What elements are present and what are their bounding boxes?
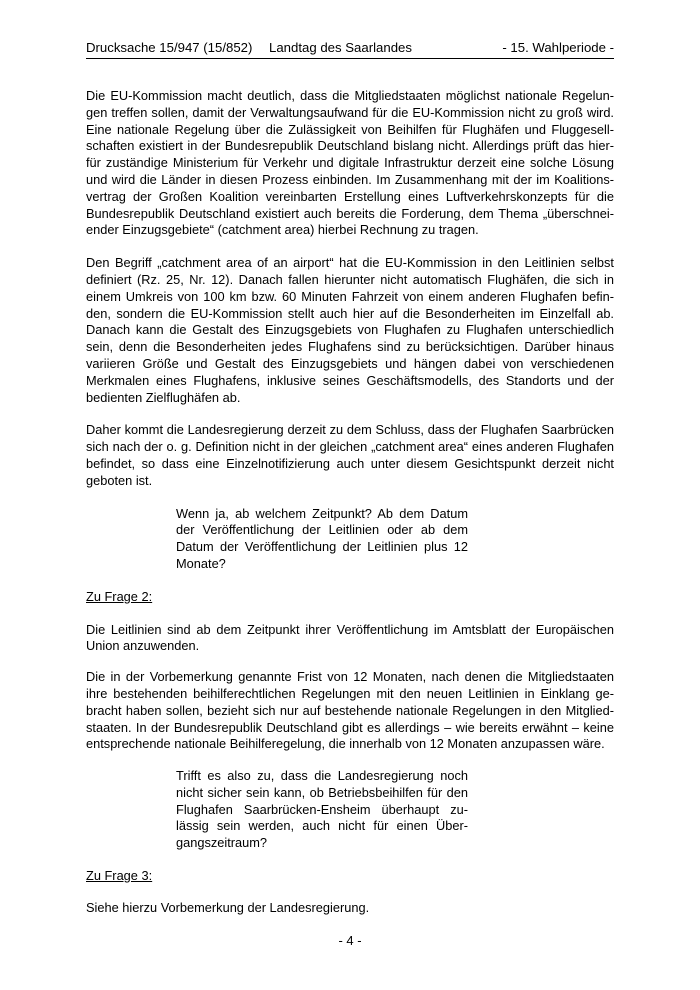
legislative-period: - 15. Wahlperiode - [502,40,614,55]
question-quote-1: Wenn ja, ab welchem Zeitpunkt? Ab dem Datum der Veröffentlichung der Leitlinien oder ab dem Datum der Veröffentlichung der Leitlinien plus 12 Monate? [176,505,468,571]
paragraph-answer-3: Siehe hierzu Vorbemerkung der Landesregierung. [86,899,370,915]
question-quote-2: Trifft es also zu, dass die Landesregierung noch nicht sicher sein kann, ob Betriebsbeihilfen für den Flughafen Saarbrücken-Ensheim überhaupt zulässig sein werden, auch nicht für einen Übergangszeitraum? [176,768,468,851]
paragraph-eu-commission: Die EU-Kommission macht deutlich, dass die Mitgliedstaaten möglichst nationale Regelungen treffen sollen, damit der Verwaltungsaufwand für die EU-Kommission nicht zu groß wird. Eine nationale Regelung über die Zulässigkeit von Beihilfen für Flughäfen und Fluggesellschaften existiert in der Bundesrepublik Deutschland bislang nicht. Allerdings prüft das hierfür zuständige Ministerium für Verkehr und digitale Infrastruktur derzeit eine solche Lösung und wird die Länder in diesen Prozess einbinden. Im Zusammenhang mit der im Koalitionsvertrag der Großen Koalition vereinbarten Erstellung eines Luftverkehrskonzepts für die Bundesrepublik Deutschland existiert auch bereits die Forderung, dem Thema „überschneiender Einzugsgebiete“ (catchment area) hierbei Rechnung zu tragen. [86,88,614,238]
heading-question-2: Zu Frage 2: [86,588,153,604]
paragraph-catchment-area: Den Begriff „catchment area of an airport“ hat die EU-Kommission in den Leitlinien selbst definiert (Rz. 25, Nr. 12). Danach fallen hierunter nicht automatisch Flughäfen, die sich in einem Umkreis von 100 km bzw. 60 Minuten Fahrzeit von einem anderen Flughafen befinden, sondern die EU-Kommission stellt auch hier auf die Besonderheiten im Einzelfall ab. Danach kann die Gestalt des Einzugsgebiets von Flughafen zu Flughafen unterschiedlich sein, denn die Besonderheiten jedes Flughafens sind zu berücksichtigen. Darüber hinaus variieren Größe und Gestalt des Einzugsgebiets und hängen dabei von verschiedenen Merkmalen eines Flughafens, inklusive seines Geschäftsmodells, des Standorts und der bedienten Zielflughäfen ab. [86,255,614,405]
paragraph-conclusion: Daher kommt die Landesregierung derzeit zu dem Schluss, dass der Flughafen Saarbrücken sich nach der o. g. Definition nicht in der gleichen „catchment area“ eines anderen Flughafen befindet, so dass eine Einzelnotifizierung auch unter diesem Gesichtspunkt derzeit nicht geboten ist. [86,422,614,488]
document-number: Drucksache 15/947 (15/852) [86,40,253,55]
page-number: - 4 - [338,933,362,948]
paragraph-answer-2b: Die in der Vorbemerkung genannte Frist von 12 Monaten, nach denen die Mitgliedstaaten ihre bestehenden beihilferechtlichen Regelungen mit den neuen Leitlinien in Einklang gebracht haben sollen, bezieht sich nur auf bestehende nationale Regelungen in den Mitgliedstaaten. In der Bundesrepublik Deutschland gibt es allerdings – wie bereits erwähnt – keine entsprechende nationale Beihilferegelung, die innerhalb von 12 Monaten anzupassen wäre. [86,669,614,752]
parliament-name: Landtag des Saarlandes [269,40,412,55]
page-header [86,38,614,59]
paragraph-answer-2a: Die Leitlinien sind ab dem Zeitpunkt ihrer Veröffentlichung im Amtsblatt der Europäischen Union anzuwenden. [86,621,614,654]
document-body [86,88,614,917]
heading-question-3: Zu Frage 3: [86,868,153,884]
